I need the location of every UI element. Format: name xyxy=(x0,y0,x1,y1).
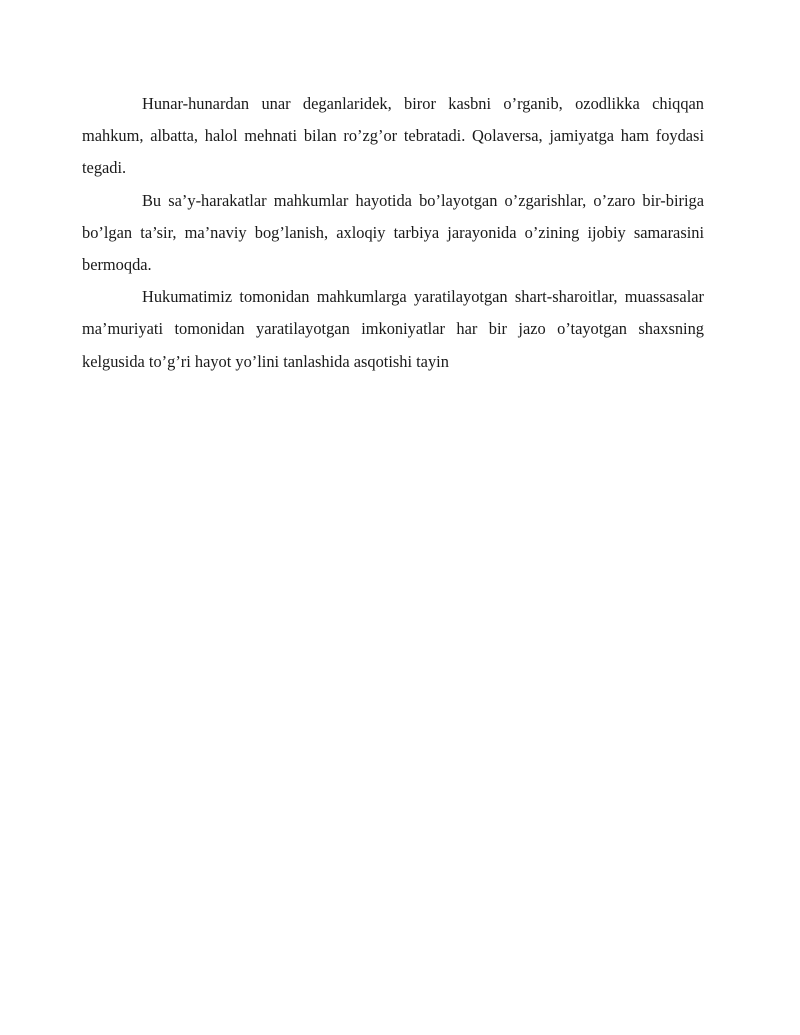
body-text xyxy=(82,88,704,378)
paragraph-1: Hunar-hunardan unar deganlaridek, biror kasbni o’rganib, ozodlikka chiqqan mahkum, albatta, halol mehnati bilan ro’zg’or tebratadi. Qolaversa, jamiyatga ham foydasi tegadi. xyxy=(82,94,704,178)
paragraph-2: Bu sa’y-harakatlar mahkumlar hayotida bo’layotgan o’zgarishlar, o’zaro bir-biriga bo’lgan ta’sir, ma’naviy bog’lanish, axloqiy tarbiya jarayonida o’zining ijobiy samarasini bermoqda. xyxy=(82,190,704,275)
paragraph-3: Hukumatimiz tomonidan mahkumlarga yaratilayotgan shart-sharoitlar, muassasalar ma’muriyati tomonidan yaratilayotgan imkoniyatlar har bir jazo o’tayotgan shaxsning kelgusida to’g’ri hayot yo’lini tanlashida asqotishi tayin xyxy=(82,287,704,371)
